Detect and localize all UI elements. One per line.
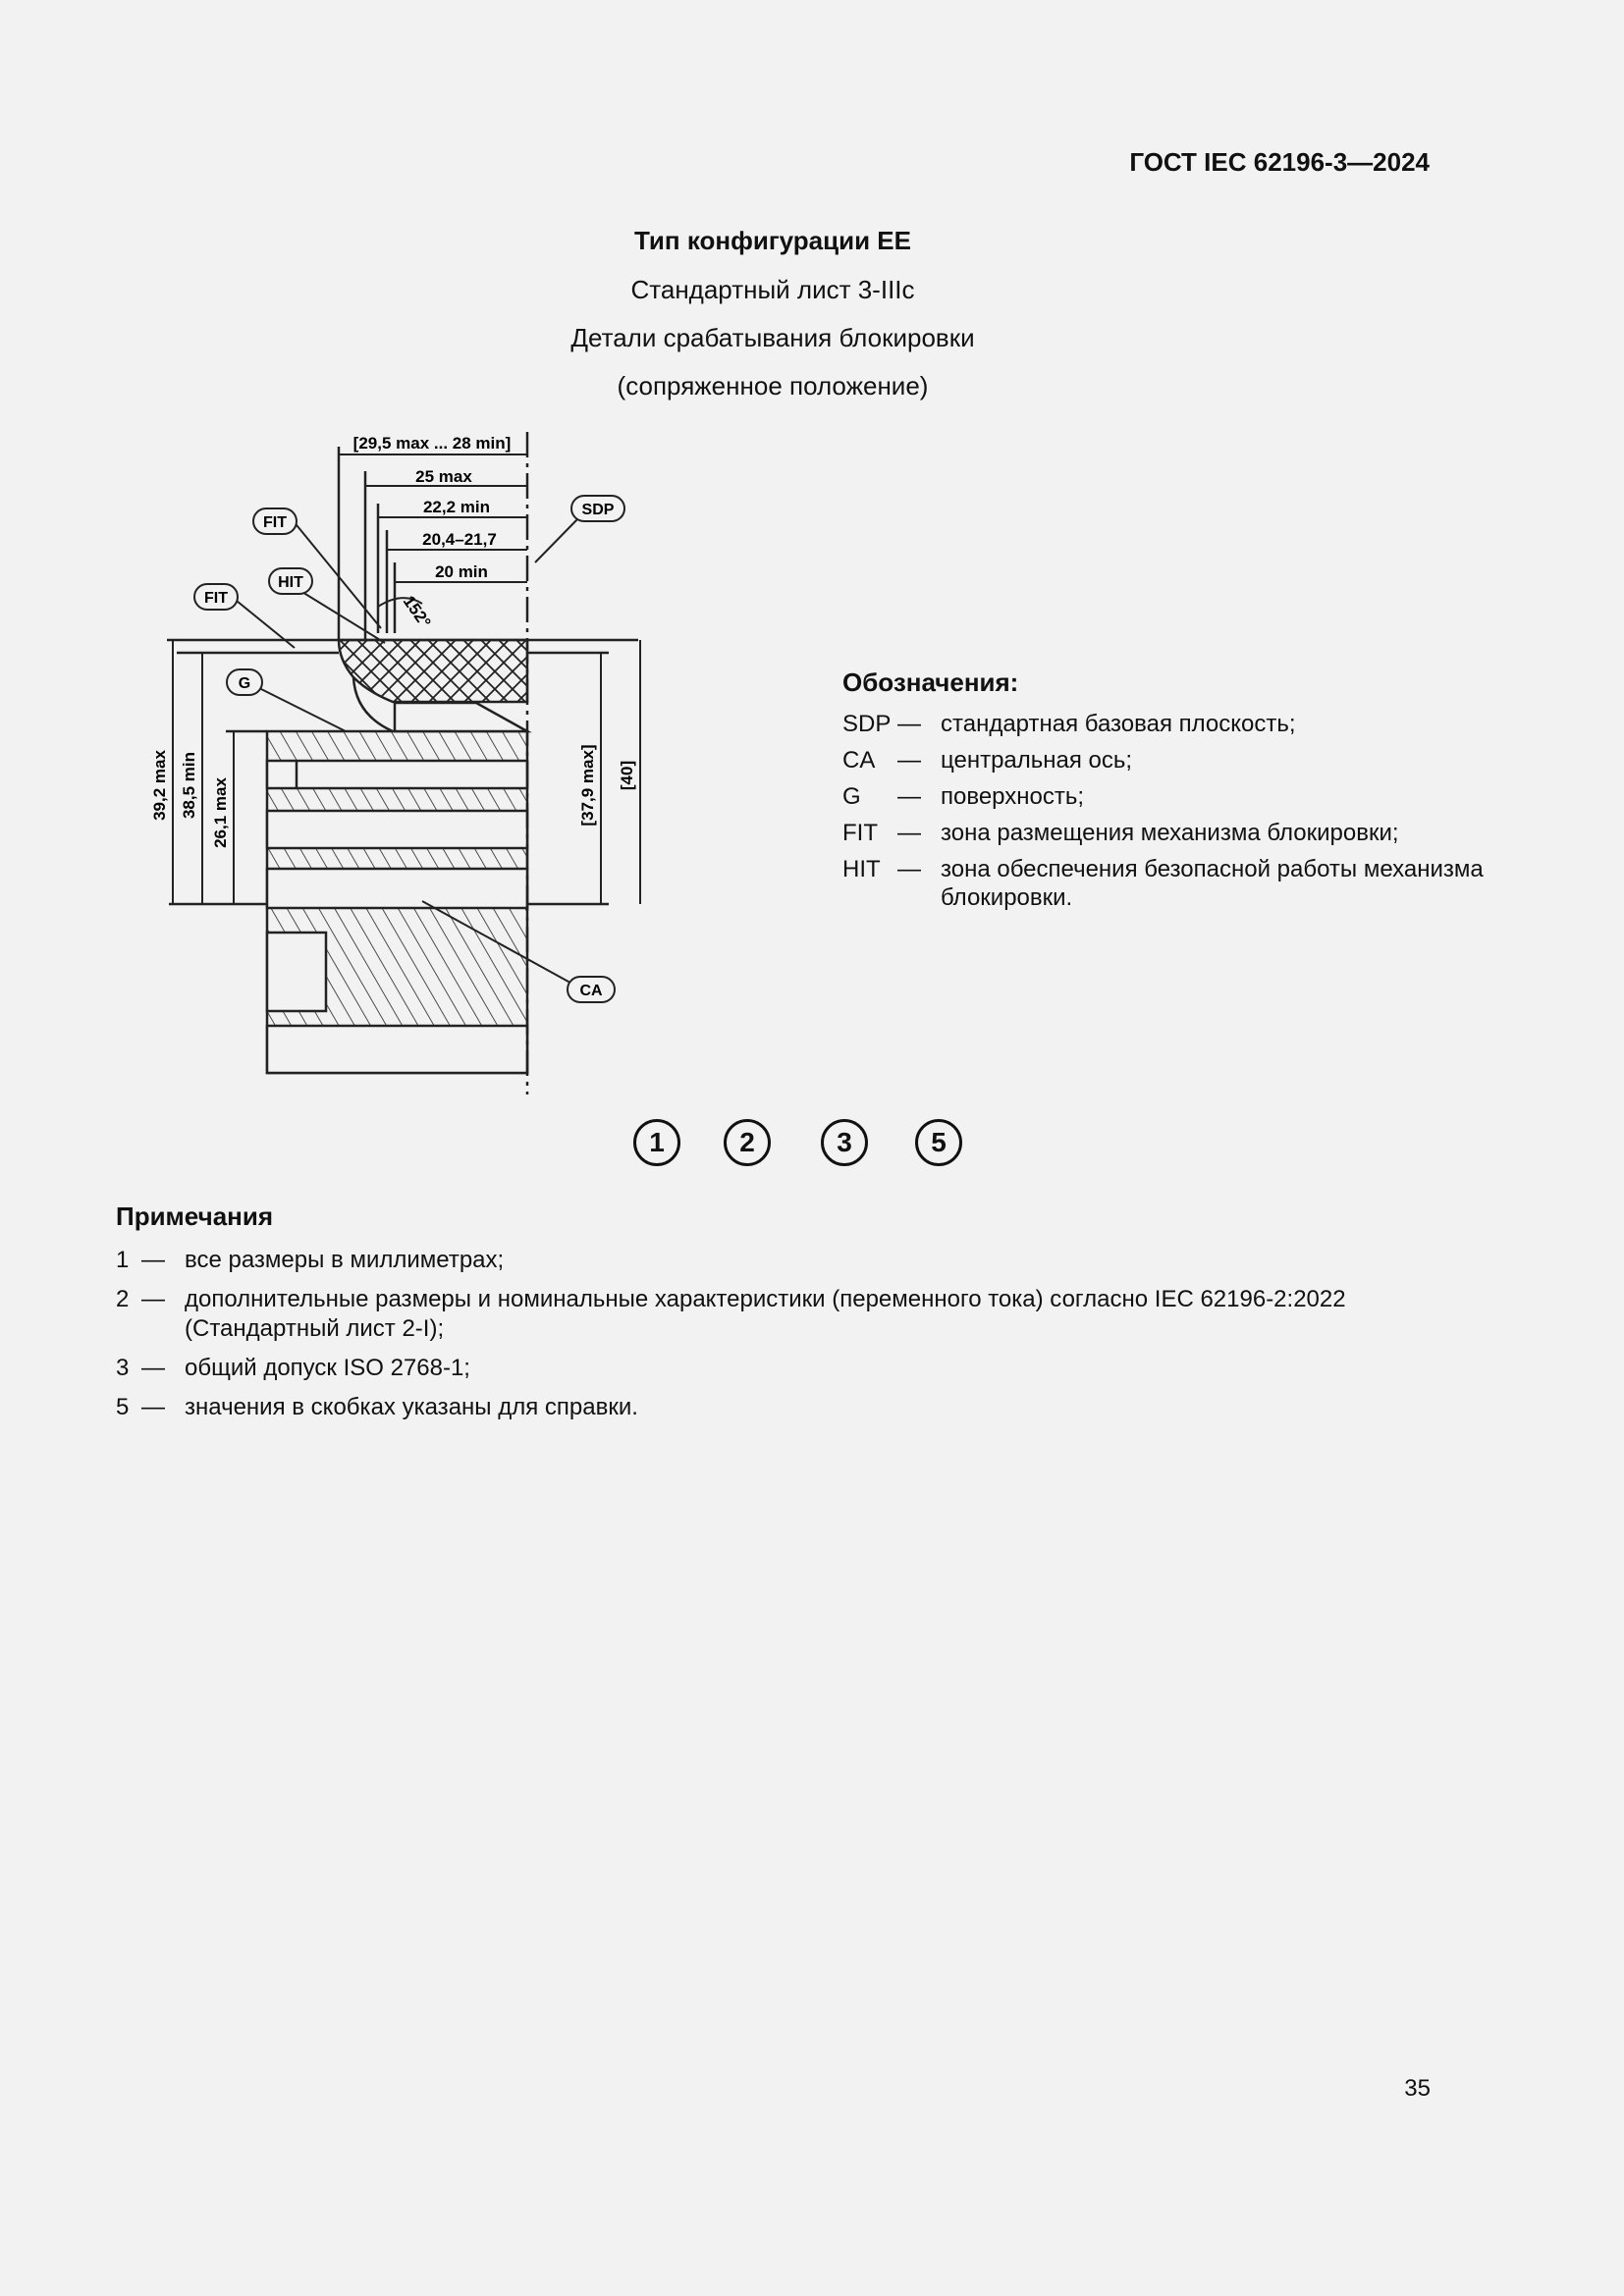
dim-38-5-min: 38,5 min (180, 751, 198, 820)
legend-description: стандартная базовая плоскость; (941, 711, 1296, 737)
document-code: ГОСТ IEC 62196-3—2024 (1129, 147, 1430, 177)
legend-code: FIT (842, 820, 878, 846)
legend-item (842, 855, 1490, 912)
dim-20-min: 20 min (435, 562, 488, 581)
technical-drawing (137, 422, 687, 1109)
figure-position: (сопряженное положение) (617, 371, 929, 400)
note-mark: 1 (633, 1119, 680, 1166)
figure-subtitle: Детали срабатывания блокировки (570, 323, 975, 352)
page-number: 35 (1404, 2075, 1431, 2102)
note-number: 3 (116, 1355, 130, 1381)
dim-40: [40] (618, 760, 636, 791)
legend-description: зона обеспечения безопасной работы механизма блокировки. (941, 856, 1484, 911)
note-number: 2 (116, 1286, 130, 1312)
svg-text:HIT: HIT (278, 574, 303, 591)
legend-code: CA (842, 747, 876, 774)
notes-title: Примечания (116, 1201, 274, 1231)
legend-code: SDP (842, 711, 892, 737)
note-number: 5 (116, 1394, 130, 1420)
legend-item (842, 710, 1490, 738)
legend-dash: — (897, 783, 921, 810)
callout-fit-1 (253, 508, 297, 534)
page-title: Тип конфигурации ЕЕ (634, 226, 911, 255)
callout-ca (568, 977, 615, 1002)
note-item (116, 1246, 1451, 1275)
socket-body (267, 703, 527, 1073)
legend-item (842, 746, 1490, 774)
note-item (116, 1354, 1451, 1383)
note-dash: — (141, 1394, 165, 1420)
dim-26-1-max: 26,1 max (211, 777, 230, 848)
legend (842, 667, 1490, 920)
svg-text:SDP: SDP (581, 502, 615, 518)
svg-text:CA: CA (579, 983, 603, 999)
note-item (116, 1393, 1451, 1422)
callout-hit (269, 568, 312, 594)
dim-37-9-max: [37,9 max] (578, 744, 597, 827)
svg-text:FIT: FIT (263, 514, 287, 531)
note-item (116, 1285, 1451, 1344)
dim-20-4-21-7: 20,4–21,7 (422, 530, 497, 549)
note-number: 1 (116, 1247, 130, 1273)
dim-39-2-max: 39,2 max (150, 750, 169, 821)
svg-text:G: G (238, 675, 251, 692)
legend-dash: — (897, 820, 921, 846)
note-text: все размеры в миллиметрах; (185, 1247, 505, 1273)
legend-description: зона размещения механизма блокировки; (941, 820, 1399, 846)
svg-text:FIT: FIT (204, 590, 228, 607)
dim-angle: 152° (399, 592, 435, 632)
note-text: общий допуск ISO 2768-1; (185, 1355, 470, 1381)
legend-dash: — (897, 747, 921, 774)
note-mark: 3 (821, 1119, 868, 1166)
legend-description: поверхность; (941, 783, 1085, 810)
legend-code: G (842, 783, 861, 810)
sheet-label: Стандартный лист 3-IIIc (630, 275, 915, 304)
callout-g (227, 669, 262, 695)
note-dash: — (141, 1247, 165, 1273)
note-mark: 2 (724, 1119, 771, 1166)
note-dash: — (141, 1355, 165, 1381)
legend-title: Обозначения: (842, 667, 1019, 697)
note-reference-marks (633, 1119, 977, 1174)
legend-dash: — (897, 711, 921, 737)
note-dash: — (141, 1286, 165, 1312)
legend-item (842, 819, 1490, 847)
note-text: дополнительные размеры и номинальные характеристики (переменного тока) согласно IEC 62196-2:2022 (Стандартный лист 2-I); (185, 1286, 1346, 1342)
dim-25-max: 25 max (415, 467, 472, 486)
legend-item (842, 782, 1490, 811)
legend-description: центральная ось; (941, 747, 1133, 774)
callout-sdp (571, 496, 624, 521)
legend-dash: — (897, 856, 921, 882)
note-mark: 5 (915, 1119, 962, 1166)
note-text: значения в скобках указаны для справки. (185, 1394, 638, 1420)
notes-section (116, 1201, 1451, 1432)
dim-22-2-min: 22,2 min (422, 498, 491, 516)
legend-code: HIT (842, 856, 881, 882)
dim-top-range: [29,5 max ... 28 min] (352, 434, 512, 453)
callout-fit-2 (194, 584, 238, 610)
